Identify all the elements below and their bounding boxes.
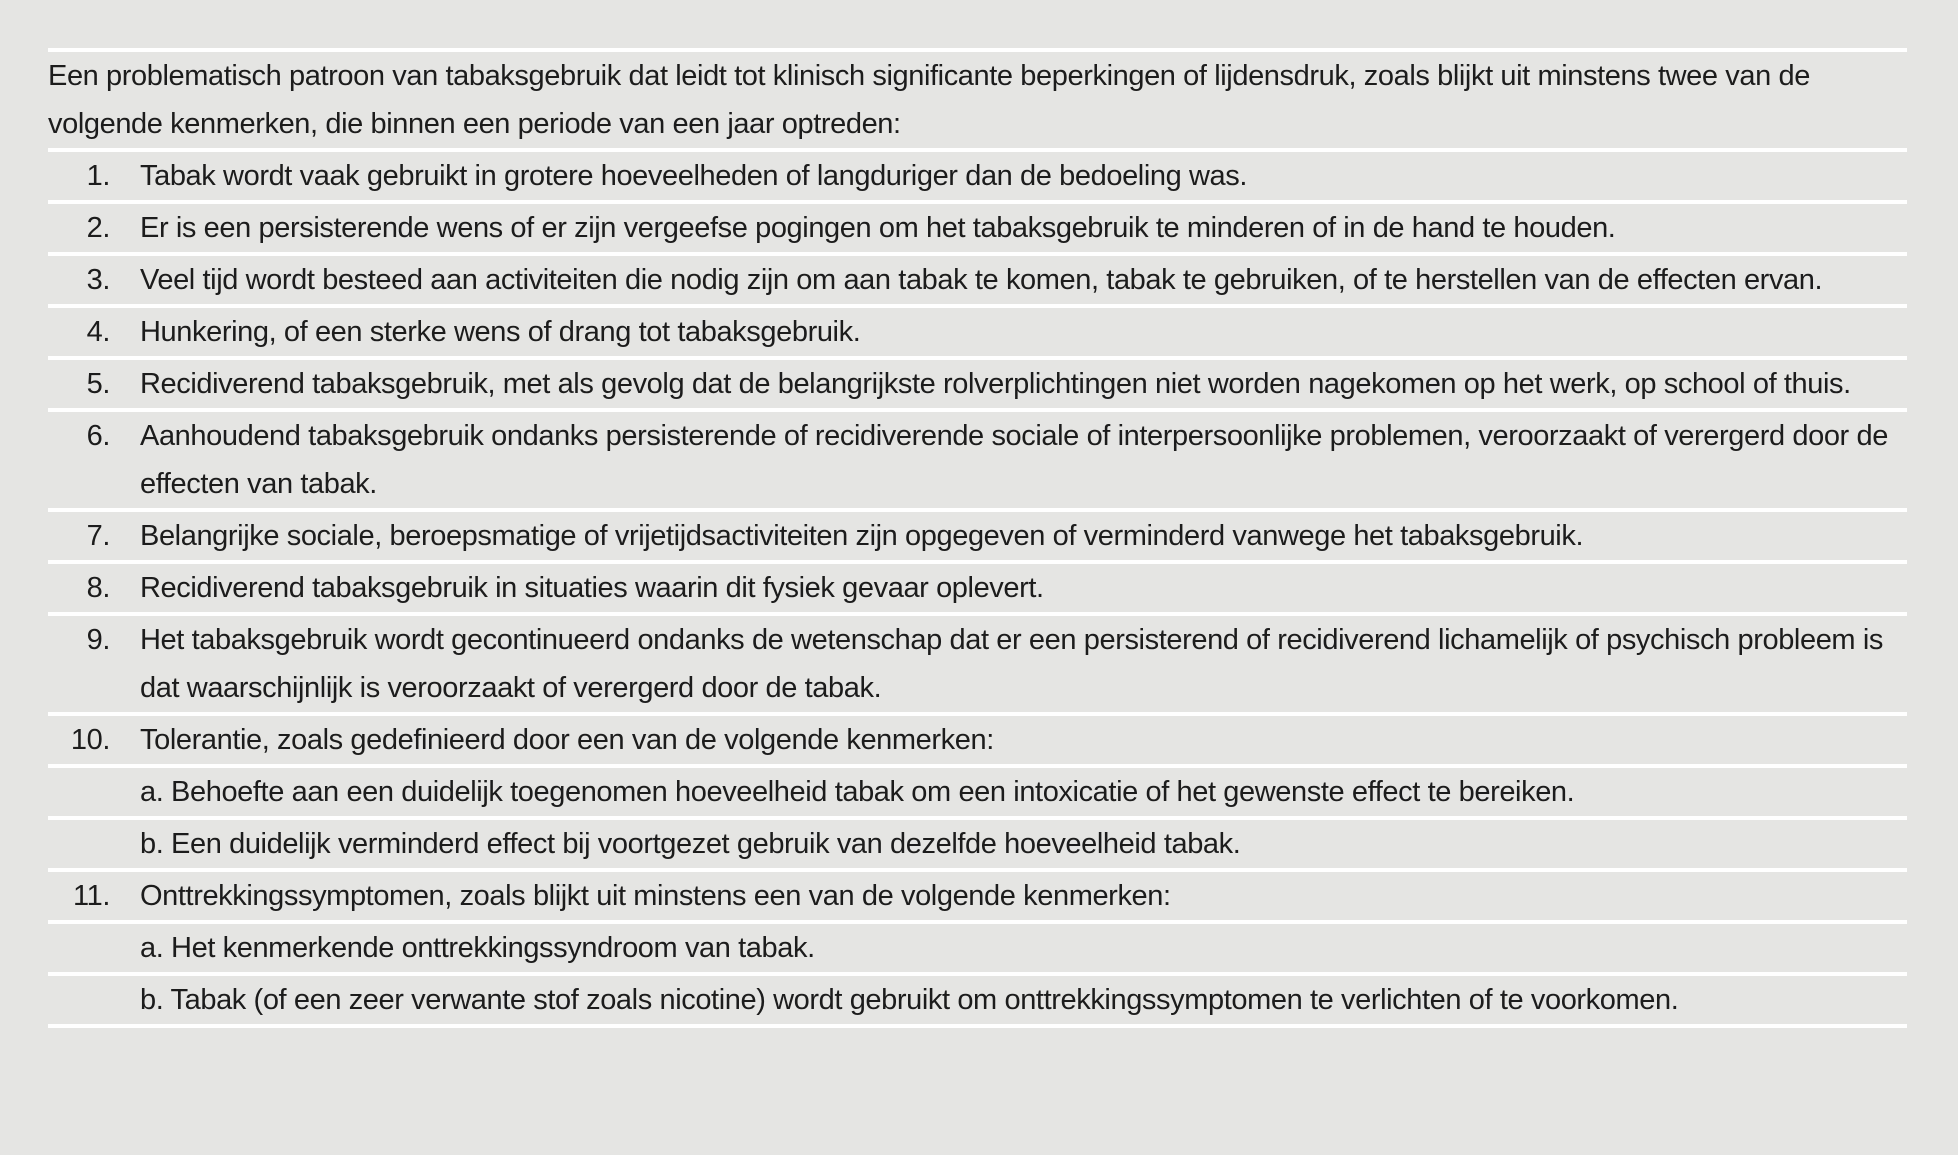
criterion-number: 8. bbox=[86, 572, 110, 604]
criterion-number: 6. bbox=[86, 420, 110, 452]
criterion-text: Aanhoudend tabaksgebruik ondanks persisterende of recidiverende sociale of interpersoonlijke problemen, veroorzaakt of verergerd door de effecten van tabak. bbox=[140, 420, 1888, 500]
criterion-number: 11. bbox=[73, 880, 110, 912]
intro-text: Een problematisch patroon van tabaksgebruik dat leidt tot klinisch significante beperkingen of lijdensdruk, zoals blijkt uit minstens twee van de volgende kenmerken, die binnen een periode van een jaar optreden: bbox=[48, 60, 1810, 140]
criterion-row bbox=[48, 868, 1907, 920]
criterion-row bbox=[48, 200, 1907, 252]
criterion-row bbox=[48, 508, 1907, 560]
criterion-text: Belangrijke sociale, beroepsmatige of vrijetijdsactiviteiten zijn opgegeven of verminderd vanwege het tabaksgebruik. bbox=[140, 520, 1584, 552]
criterion-row bbox=[48, 764, 1907, 816]
criterion-row bbox=[48, 712, 1907, 764]
criterion-row bbox=[48, 816, 1907, 868]
criterion-row bbox=[48, 612, 1907, 712]
criteria-table bbox=[48, 48, 1907, 1028]
criterion-text: b. Een duidelijk verminderd effect bij voortgezet gebruik van dezelfde hoeveelheid tabak. bbox=[140, 828, 1241, 860]
criterion-number: 5. bbox=[86, 368, 110, 400]
criterion-row bbox=[48, 920, 1907, 972]
criterion-text: a. Behoefte aan een duidelijk toegenomen hoeveelheid tabak om een intoxicatie of het gewenste effect te bereiken. bbox=[140, 776, 1575, 808]
criterion-text: Tabak wordt vaak gebruikt in grotere hoeveelheden of langduriger dan de bedoeling was. bbox=[140, 160, 1248, 192]
criterion-number: 7. bbox=[86, 520, 110, 552]
criterion-number: 10. bbox=[70, 724, 110, 756]
criterion-row bbox=[48, 560, 1907, 612]
criterion-text: Recidiverend tabaksgebruik in situaties waarin dit fysiek gevaar oplevert. bbox=[140, 572, 1044, 604]
criterion-row bbox=[48, 408, 1907, 508]
criterion-text: b. Tabak (of een zeer verwante stof zoals nicotine) wordt gebruikt om onttrekkingssymptomen te verlichten of te voorkomen. bbox=[140, 984, 1679, 1016]
intro-row bbox=[48, 48, 1907, 148]
criterion-text: Recidiverend tabaksgebruik, met als gevolg dat de belangrijkste rolverplichtingen niet worden nagekomen op het werk, op school of thuis. bbox=[140, 368, 1851, 400]
criterion-row bbox=[48, 252, 1907, 304]
criterion-text: Het tabaksgebruik wordt gecontinueerd ondanks de wetenschap dat er een persisterend of recidiverend lichamelijk of psychisch probleem is dat waarschijnlijk is veroorzaakt of verergerd door de tabak. bbox=[140, 624, 1883, 704]
criterion-row bbox=[48, 148, 1907, 200]
criterion-text: Veel tijd wordt besteed aan activiteiten die nodig zijn om aan tabak te komen, tabak te gebruiken, of te herstellen van de effecten ervan. bbox=[140, 264, 1823, 296]
criterion-number: 3. bbox=[86, 264, 110, 296]
criterion-number: 9. bbox=[86, 624, 110, 656]
criterion-number: 4. bbox=[86, 316, 110, 348]
criteria-list bbox=[48, 148, 1907, 1024]
criterion-text: Tolerantie, zoals gedefinieerd door een van de volgende kenmerken: bbox=[140, 724, 994, 756]
criterion-number: 2. bbox=[86, 212, 110, 244]
criterion-text: a. Het kenmerkende onttrekkingssyndroom van tabak. bbox=[140, 932, 815, 964]
criterion-row bbox=[48, 304, 1907, 356]
criterion-row bbox=[48, 356, 1907, 408]
criterion-number: 1. bbox=[86, 160, 110, 192]
criterion-text: Onttrekkingssymptomen, zoals blijkt uit minstens een van de volgende kenmerken: bbox=[140, 880, 1171, 912]
criterion-text: Er is een persisterende wens of er zijn vergeefse pogingen om het tabaksgebruik te minderen of in de hand te houden. bbox=[140, 212, 1616, 244]
criterion-row bbox=[48, 972, 1907, 1024]
criterion-text: Hunkering, of een sterke wens of drang tot tabaksgebruik. bbox=[140, 316, 861, 348]
